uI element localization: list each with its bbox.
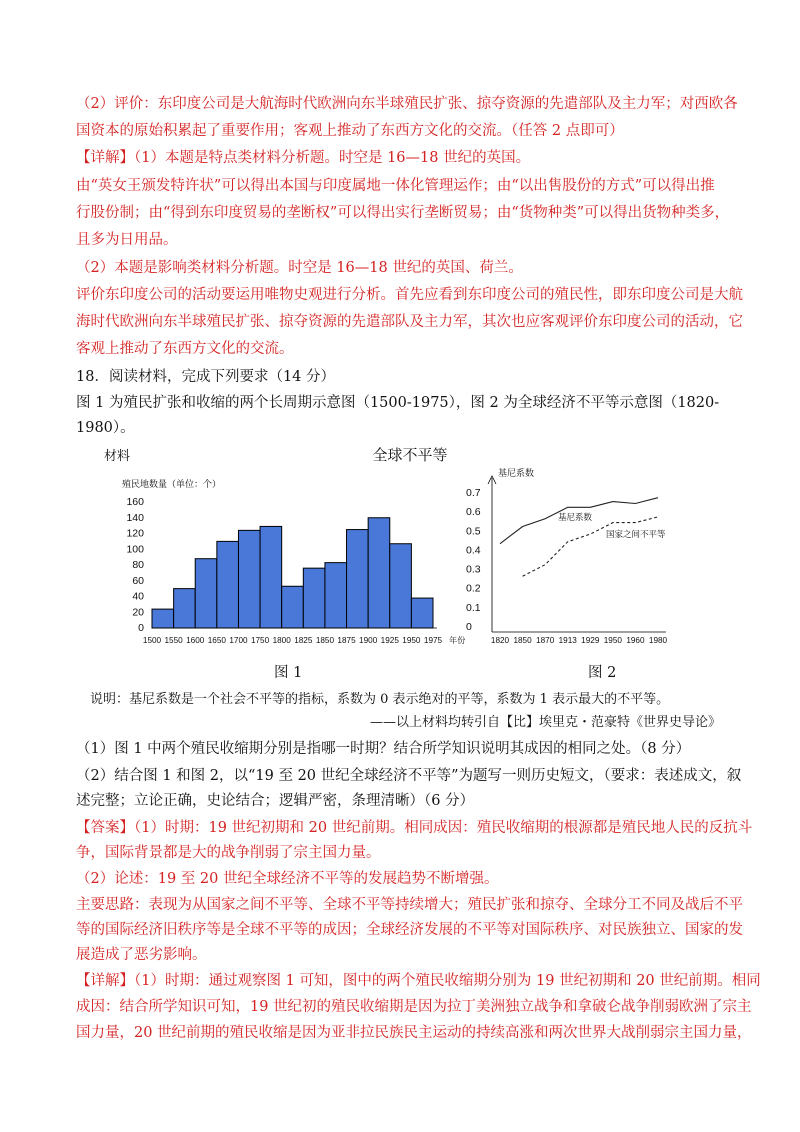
figures-container xyxy=(100,440,700,685)
fig1-xtick: 1900 xyxy=(359,636,378,645)
fig2-ytick: 0.1 xyxy=(466,601,481,614)
detail17-p2-l2: 行股份制；由“得到东印度贸易的垄断权”可以得出实行垄断贸易；由“货物种类”可以得出货物种类多， xyxy=(76,205,730,221)
fig2-xtick: 1870 xyxy=(536,636,555,645)
fig2-xtick: 1850 xyxy=(513,636,532,645)
gini-note: 说明：基尼系数是一个社会不平等的指标，系数为 0 表示绝对的平等，系数为 1 表示最大的不平等。 xyxy=(90,692,670,707)
fig2-xtick: 1929 xyxy=(581,636,600,645)
fig1-bar xyxy=(152,609,174,628)
detail18-l1: 【详解】（1）时期：通过观察图 1 可知，图中的两个殖民收缩期分别为 19 世纪初期和 20 世纪前期。相同 xyxy=(76,973,761,989)
answer18-a3-l3: 展造成了恶劣影响。 xyxy=(76,947,207,963)
fig1-xtick: 1800 xyxy=(272,636,291,645)
fig2-ytick: 0.4 xyxy=(466,544,481,557)
fig2-ytick: 0.6 xyxy=(466,506,481,519)
detail17-p2-l3: 且多为日用品。 xyxy=(76,232,178,248)
fig1-bar xyxy=(260,526,282,628)
fig2-ytick: 0.5 xyxy=(466,525,481,538)
fig1-xtick: 1750 xyxy=(250,636,270,645)
fig2-line-chart xyxy=(466,467,668,645)
fig2-caption: 图 2 xyxy=(588,665,617,681)
eval-line-2: 国资本的原始积累起了重要作用；客观上推动了东西方文化的交流。（任答 2 点即可） xyxy=(76,123,624,139)
detail17-p2-l1: 由“英女王颁发特许状”可以得出本国与印度属地一体化管理运作；由“以出售股份的方式”可以得出推 xyxy=(76,178,715,194)
q18-intro-l2: 1980）。 xyxy=(76,420,135,436)
fig2-ytick: 0.3 xyxy=(466,563,481,576)
answer18-a1-l1: 【答案】（1）时期：19 世纪初期和 20 世纪前期。相同成因：殖民收缩期的根源都是殖民地人民的反抗斗 xyxy=(76,820,753,836)
fig1-xtick: 1650 xyxy=(207,636,226,645)
figure-header: 全球不平等 xyxy=(372,447,448,464)
answer18-a1-l2: 争，国际背景都是大的战争削弱了宗主国力量。 xyxy=(76,845,381,861)
q18-intro-l1: 图 1 为殖民扩张和收缩的两个长周期示意图（1500-1975），图 2 为全球经济不平等示意图（1820- xyxy=(76,395,720,411)
fig1-xtick: 1875 xyxy=(337,636,356,645)
fig2-xtick: 1950 xyxy=(603,636,622,645)
material-label: 材料 xyxy=(104,449,131,464)
answer18-a3-l2: 等的国际经济旧秩序等是全球不平等的成因；全球经济发展的不平等对国际秩序、对民族独立、国家的发 xyxy=(76,922,743,938)
answer18-a3-l1: 主要思路：表现为从国家之间不平等、全球不平等持续增大；殖民扩张和掠夺、全球分工不同及战后不平 xyxy=(76,897,743,913)
fig1-xtick: 1925 xyxy=(380,636,399,645)
fig2-ylabel: 基尼系数 xyxy=(498,468,535,478)
detail17-p1: 【详解】（1）本题是特点类材料分析题。时空是 16—18 世纪的英国。 xyxy=(76,150,531,166)
fig2-series-label: 基尼系数 xyxy=(558,512,593,522)
fig1-ytick: 100 xyxy=(126,543,144,556)
fig1-xtick: 1500 xyxy=(142,636,162,645)
fig2-ytick: 0 xyxy=(466,621,472,633)
fig1-ytick: 60 xyxy=(132,574,144,587)
fig1-xtick: 1550 xyxy=(164,636,183,645)
q18-q2-l1: （2）结合图 1 和图 2，以“19 至 20 世纪全球经济不平等”为题写一则历史短文，（要求：表述成文，叙 xyxy=(76,768,742,784)
detail17-p4-l2: 海时代欧洲向东半球殖民扩张、掠夺资源的先遣部队及主力军，其次也应客观评价东印度公司的活动，它 xyxy=(76,314,743,330)
q18-q1: （1）图 1 中两个殖民收缩期分别是指哪一时期？结合所学知识说明其成因的相同之处。（8 分） xyxy=(76,741,691,757)
fig1-bar xyxy=(368,518,390,628)
q18-title: 18．阅读材料，完成下列要求（14 分） xyxy=(76,369,336,385)
detail18-l2: 成因：结合所学知识可知，19 世纪初的殖民收缩期是因为拉丁美洲独立战争和拿破仑战争削弱欧洲了宗主 xyxy=(76,999,752,1015)
fig1-ytick: 40 xyxy=(132,590,144,603)
detail17-p4-l1: 评价东印度公司的活动要运用唯物史观进行分析。首先应看到东印度公司的殖民性，即东印度公司是大航 xyxy=(76,287,743,303)
fig1-xtick: 1975 xyxy=(423,636,443,645)
fig1-bar xyxy=(390,544,412,628)
fig1-xtick: 1600 xyxy=(186,636,205,645)
fig1-xtick: 1700 xyxy=(229,636,248,645)
fig1-bar xyxy=(195,559,217,628)
fig1-caption: 图 1 xyxy=(274,665,303,681)
fig2-xtick: 1820 xyxy=(490,636,510,645)
fig1-ytick: 120 xyxy=(126,527,144,540)
fig2-series-line xyxy=(523,517,658,576)
fig2-xtick: 1960 xyxy=(626,636,645,645)
eval-line-1: （2）评价：东印度公司是大航海时代欧洲向东半球殖民扩张、掠夺资源的先遣部队及主力军；对西欧各 xyxy=(76,96,738,112)
fig1-ylabel: 殖民地数量（单位：个） xyxy=(122,479,222,489)
fig1-bar xyxy=(238,530,260,628)
fig1-bar xyxy=(282,586,304,628)
fig1-ytick: 0 xyxy=(138,622,144,634)
fig1-bar xyxy=(347,530,369,628)
fig1-xtick: 1950 xyxy=(402,636,421,645)
fig2-series-label: 国家之间不平等 xyxy=(606,529,666,539)
fig1-xlabel: 年份 xyxy=(449,636,466,645)
detail17-p3: （2）本题是影响类材料分析题。时空是 16—18 世纪的英国、荷兰。 xyxy=(76,260,523,276)
fig1-bar xyxy=(325,563,347,628)
fig2-xtick: 1913 xyxy=(558,636,577,645)
fig1-ytick: 20 xyxy=(132,606,144,619)
fig1-xtick: 1850 xyxy=(315,636,335,645)
fig2-xtick: 1980 xyxy=(648,636,668,645)
fig1-bar xyxy=(303,568,325,628)
fig1-histogram xyxy=(122,478,465,645)
fig1-ytick: 140 xyxy=(126,511,144,524)
detail18-l3: 国力量，20 世纪前期的殖民收缩是因为亚非拉民族民主运动的持续高涨和两次世界大战削弱宗主国力量， xyxy=(76,1025,752,1041)
material-source: ——以上材料均转引自【比】埃里克・范豪特《世界史导论》 xyxy=(370,715,722,730)
fig2-ytick: 0.7 xyxy=(466,487,481,499)
fig2-ytick: 0.2 xyxy=(466,582,481,595)
q18-q2-l2: 述完整；立论正确，史论结合；逻辑严密，条理清晰）（6 分） xyxy=(76,793,475,809)
fig1-bar xyxy=(217,541,239,628)
fig1-xtick: 1825 xyxy=(294,636,313,645)
answer18-a2: （2）论述：19 至 20 世纪全球经济不平等的发展趋势不断增强。 xyxy=(76,871,499,887)
fig1-ytick: 160 xyxy=(126,496,144,508)
detail17-p4-l3: 客观上推动了东西方文化的交流。 xyxy=(76,341,294,357)
fig1-bar xyxy=(411,598,433,628)
fig1-bar xyxy=(174,589,196,628)
fig1-ytick: 80 xyxy=(132,559,144,571)
